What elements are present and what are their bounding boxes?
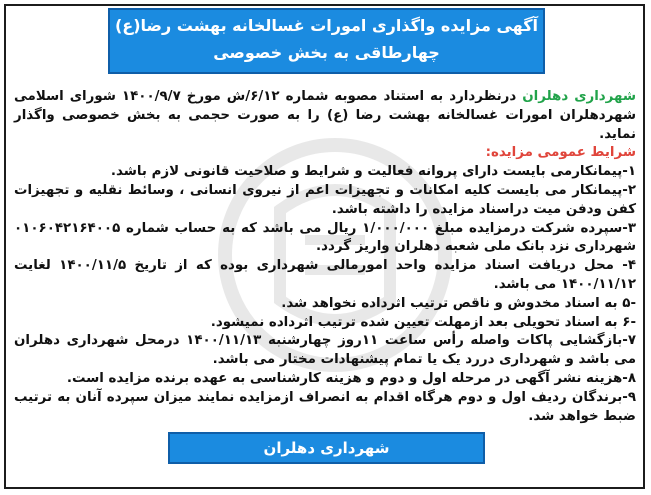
condition-item-4: ۴- محل دریافت اسناد مزایده واحد امورمالی شهرداری بوده که از تاریخ ۱۴۰۰/۱۱/۵ لغایت ۱۴۰۰/۱۱/۱۲ می باشد. bbox=[14, 258, 636, 292]
condition-item-2: ۲-پیمانکار می بایست کلیه امکانات و تجهیزات اعم از نیروی انسانی ، وسائط نقلیه و تجهیزات کفن ودفن میت دراسناد مزایده را داشته باشد. bbox=[14, 182, 636, 217]
advert-title: آگهی مزایده واگذاری امورات غسالخانه بهشت رضا(ع) bbox=[114, 16, 539, 35]
advert-subtitle: چهارطاقی به بخش خصوصی bbox=[213, 43, 440, 62]
condition-item-1: ۱-پیمانکارمی بایست دارای پروانه فعالیت و شرایط و صلاحیت قانونی لازم باشد. bbox=[110, 164, 636, 180]
intro-paragraph bbox=[14, 88, 636, 144]
org-name: شهرداری دهلران bbox=[522, 89, 636, 104]
advert-body bbox=[14, 88, 636, 426]
signature-box: شهرداری دهلران bbox=[168, 432, 485, 464]
condition-item-3: ۳-سپرده شرکت درمزایده مبلغ ۱/۰۰۰/۰۰۰ ریال می باشد که به حساب شماره ۰۱۰۶۰۴۲۱۶۴۰۰۵ شهرداری نزد بانک ملی شعبه دهلران واریز گردد. bbox=[14, 220, 636, 255]
intro-text: درنظردارد به استناد مصوبه شماره ۶/۱۲/ش مورخ ۱۴۰۰/۹/۷ شورای اسلامی شهردهلران امورات غسالخانه بهشت رضا (ع) را به صورت حجمی به بخش خصوصی واگذار نماید. bbox=[14, 89, 636, 142]
condition-item-9: ۹-برندگان ردیف اول و دوم هرگاه اقدام به انصراف ازمزایده نمایند میزان سپرده آنان به ترتیب ضبط خواهد شد. bbox=[14, 389, 636, 424]
condition-item-7: ۷-بازگشایی پاکات واصله رأس ساعت ۱۱روز چهارشنبه ۱۴۰۰/۱۱/۱۳ درمحل شهرداری دهلران می باشد و شهرداری دررد یک یا تمام پیشنهادات مختار می باشد. bbox=[14, 333, 636, 368]
advert-header bbox=[108, 8, 545, 74]
condition-item-5: -۵ به اسناد مخدوش و ناقص ترتیب اثرداده نخواهد شد. bbox=[281, 295, 636, 311]
condition-item-8: ۸-هزینه نشر آگهی در مرحله اول و دوم و هزینه کارشناسی به عهده برنده مزایده است. bbox=[66, 370, 636, 386]
condition-item-6: -۶ به اسناد تحویلی بعد ازمهلت تعیین شده ترتیب اثرداده نمیشود. bbox=[210, 314, 636, 330]
conditions-heading: شرایط عمومی مزایده: bbox=[485, 145, 636, 161]
